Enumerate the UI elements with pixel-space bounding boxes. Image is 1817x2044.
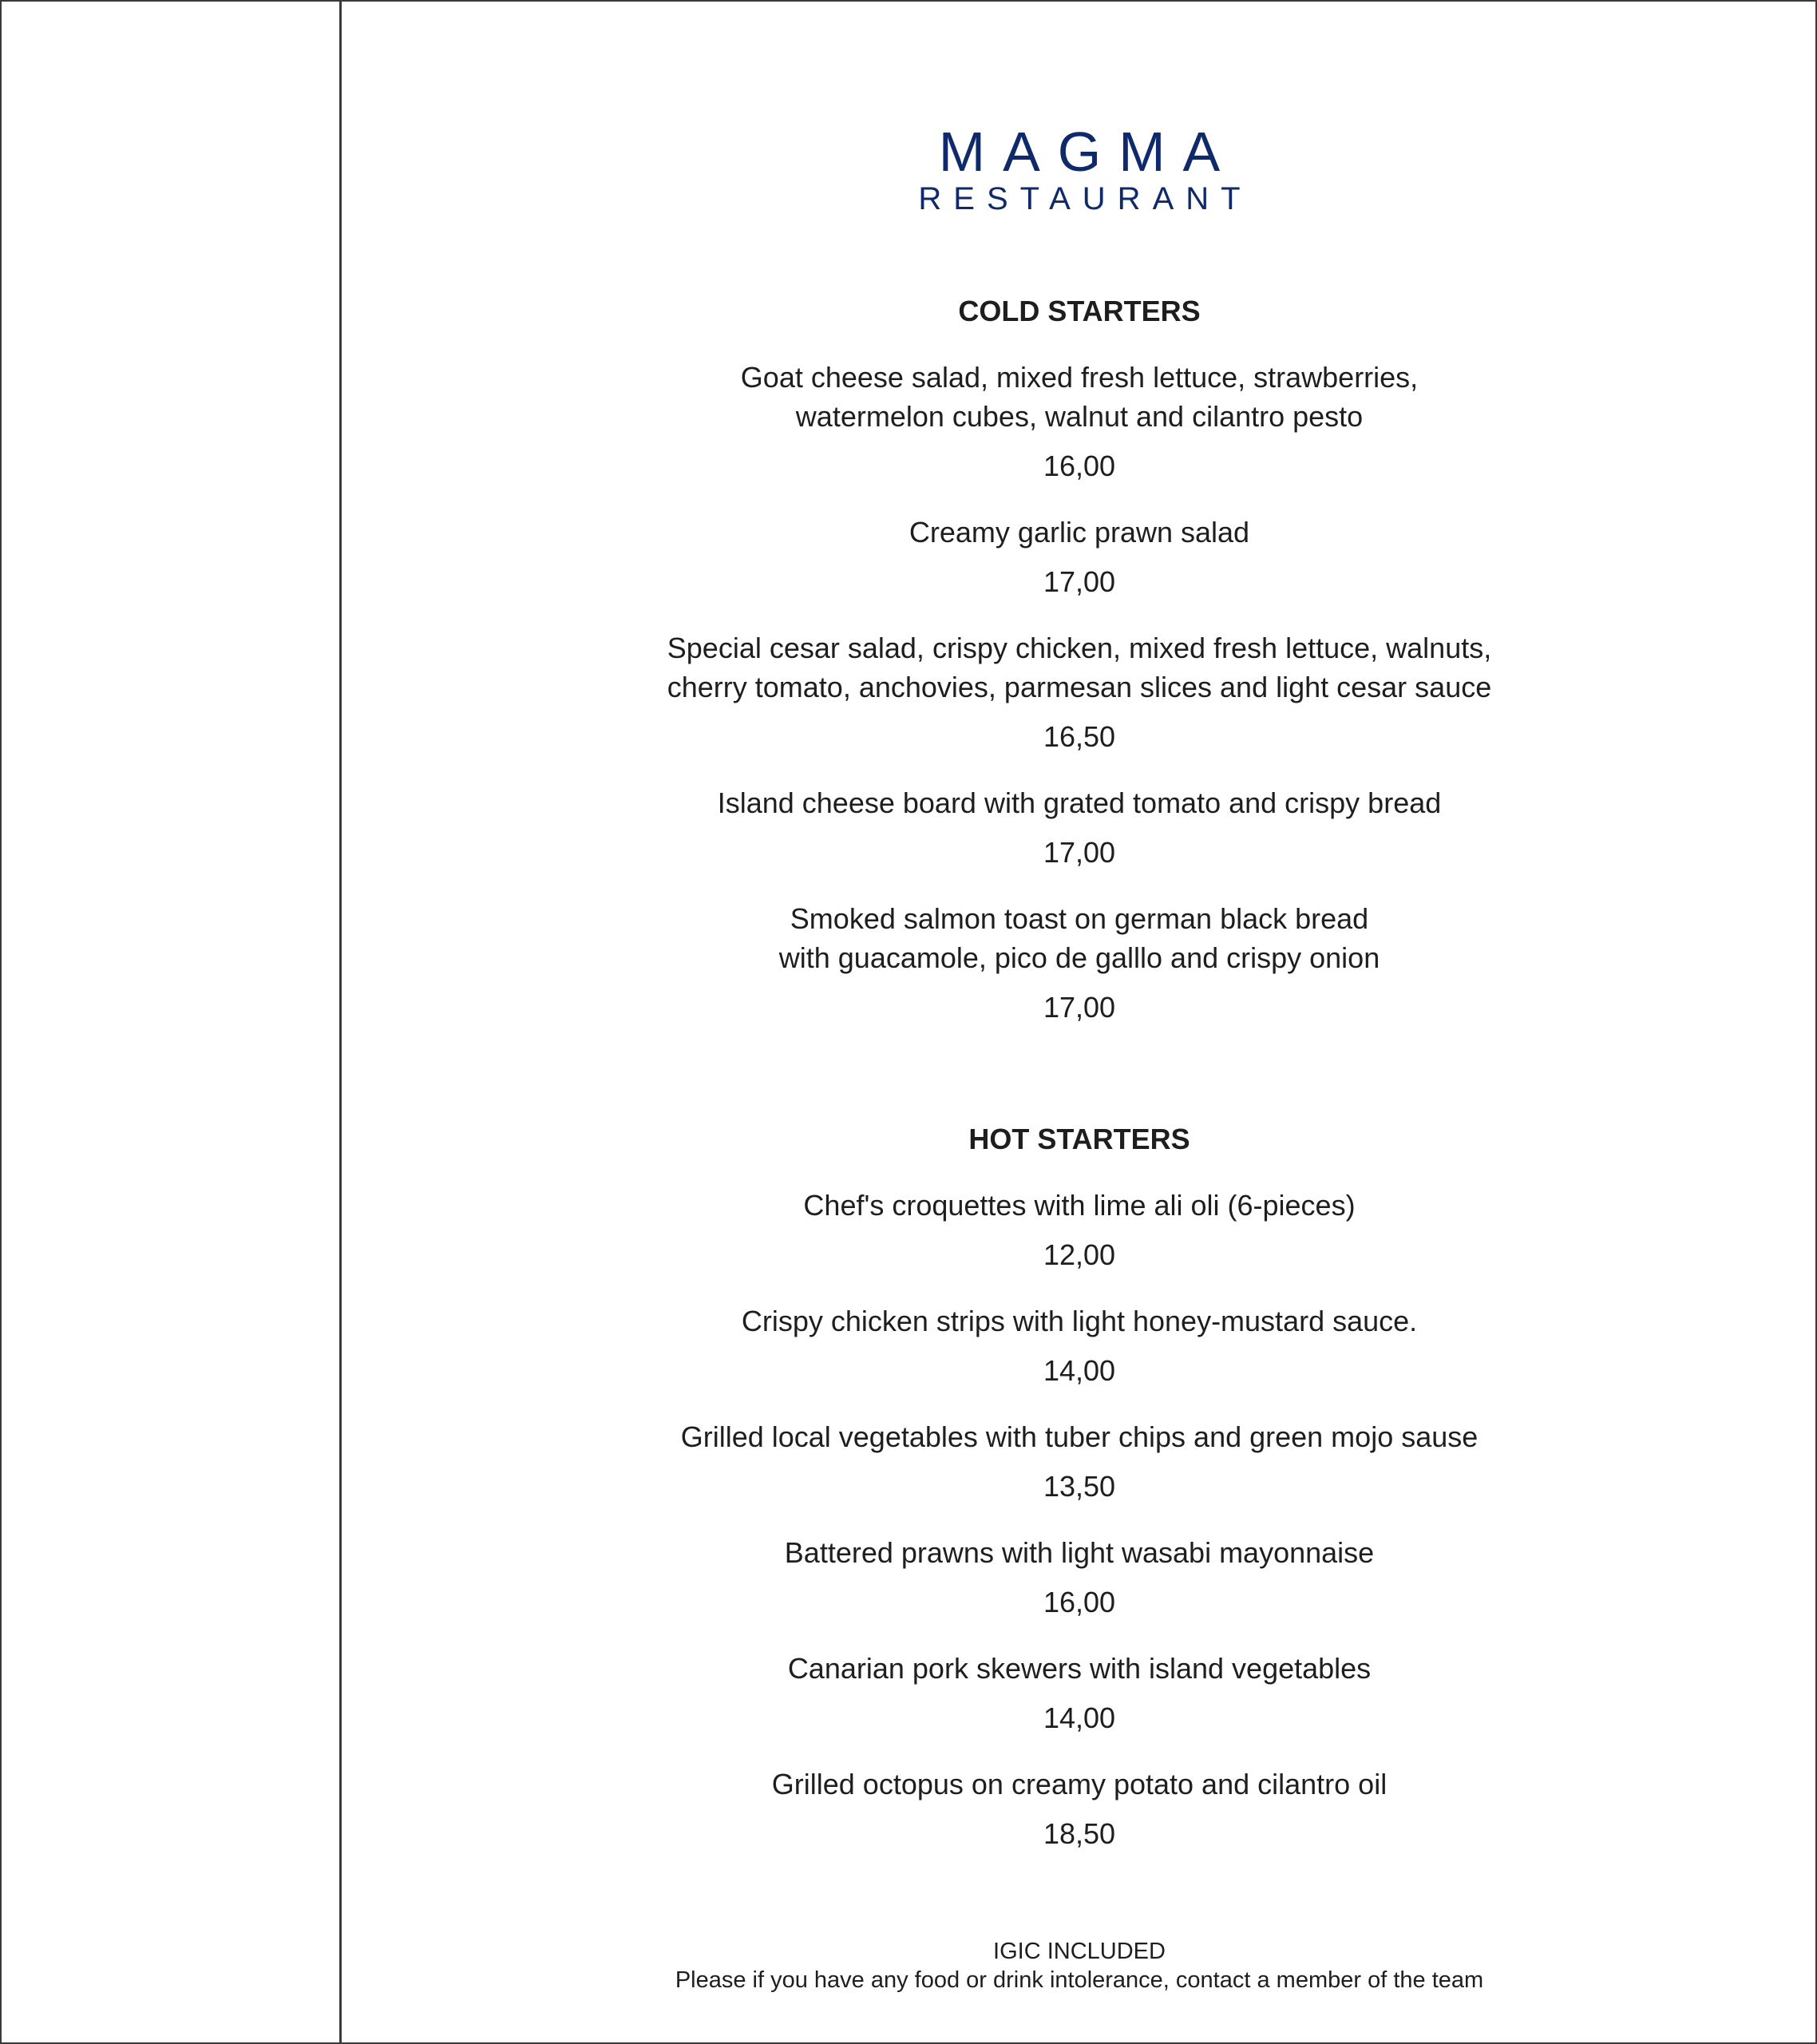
- item-description: Smoked salmon toast on german black bread: [790, 902, 1369, 935]
- menu-section: [342, 1119, 1817, 1853]
- restaurant-logo: [342, 120, 1817, 217]
- logo-subtitle: RESTAURANT: [918, 181, 1253, 216]
- section-heading: COLD STARTERS: [958, 295, 1201, 327]
- menu-item: [342, 1533, 1817, 1622]
- item-description: with guacamole, pico de galllo and crispy onion: [778, 941, 1380, 974]
- item-description: Chef's croquettes with lime ali oli (6-pieces): [803, 1189, 1356, 1222]
- menu-item: [342, 1649, 1817, 1737]
- logo-name: MAGMA: [938, 121, 1238, 183]
- menu-item: [342, 358, 1817, 485]
- item-price: 16,00: [1043, 450, 1116, 482]
- menu-item: [342, 783, 1817, 872]
- intolerance-note: Please if you have any food or drink intolerance, contact a member of the team: [675, 1967, 1484, 1993]
- item-description: Island cheese board with grated tomato and crispy bread: [717, 786, 1442, 819]
- item-price: 12,00: [1043, 1238, 1116, 1271]
- item-price: 17,00: [1043, 836, 1116, 869]
- menu-section: [342, 291, 1817, 1027]
- item-description: Grilled local vegetables with tuber chips and green mojo sause: [680, 1420, 1479, 1453]
- item-price: 18,50: [1043, 1817, 1116, 1850]
- menu-item: [342, 1417, 1817, 1506]
- menu-footer: [342, 1937, 1817, 1994]
- item-price: 14,00: [1043, 1701, 1116, 1734]
- section-heading: HOT STARTERS: [968, 1123, 1190, 1155]
- menu-item: [342, 899, 1817, 1027]
- item-description: cherry tomato, anchovies, parmesan slices and light cesar sauce: [667, 671, 1492, 703]
- item-price: 16,00: [1043, 1586, 1116, 1618]
- menu-item: [342, 1765, 1817, 1853]
- item-price: 13,50: [1043, 1470, 1116, 1503]
- item-description: watermelon cubes, walnut and cilantro pesto: [795, 400, 1364, 433]
- item-description: Creamy garlic prawn salad: [908, 516, 1250, 549]
- item-price: 16,50: [1043, 720, 1116, 753]
- menu-item: [342, 513, 1817, 601]
- item-description: Special cesar salad, crispy chicken, mixed fresh lettuce, walnuts,: [667, 632, 1492, 664]
- item-price: 17,00: [1043, 991, 1116, 1024]
- item-price: 14,00: [1043, 1354, 1116, 1387]
- item-description: Battered prawns with light wasabi mayonnaise: [784, 1536, 1375, 1569]
- menu-item: [342, 628, 1817, 756]
- item-description: Grilled octopus on creamy potato and cilantro oil: [771, 1768, 1387, 1800]
- menu-item: [342, 1301, 1817, 1390]
- menu-list: [342, 291, 1817, 1994]
- item-description: Crispy chicken strips with light honey-mustard sauce.: [741, 1305, 1418, 1337]
- item-description: Goat cheese salad, mixed fresh lettuce, strawberries,: [740, 361, 1419, 394]
- item-price: 17,00: [1043, 565, 1116, 598]
- menu-item: [342, 1186, 1817, 1274]
- item-description: Canarian pork skewers with island vegetables: [787, 1652, 1372, 1685]
- tax-note: IGIC INCLUDED: [993, 1939, 1166, 1964]
